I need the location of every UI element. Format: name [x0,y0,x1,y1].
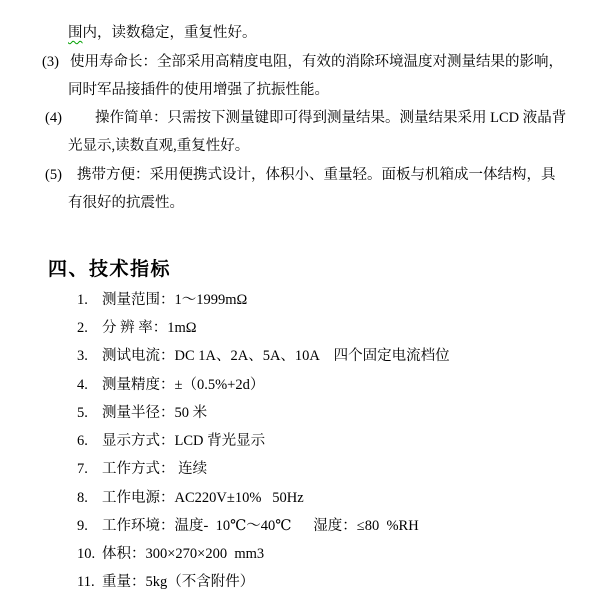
spec-row-2 [77,320,197,337]
spec-label: 测量范围 [102,292,160,308]
spec-row-4 [77,377,264,394]
spec-colon: ： [160,348,175,364]
spec-row-11 [77,574,254,591]
feature-4-line2: 光显示,读数直观,重复性好。 [68,138,250,154]
feature-3-line2: 同时军品接插件的使用增强了抗振性能。 [68,82,329,98]
spec-colon: ： [131,546,146,562]
spec-colon: ： [160,461,175,477]
spec-colon: ： [131,574,146,590]
spec-value: 1mΩ [167,320,197,336]
spec-row-5 [77,405,207,422]
spec-row-8 [77,490,304,507]
spec-row-1 [77,292,247,309]
spec-value: AC220V±10% 50Hz [174,490,304,506]
spec-label: 显示方式 [102,433,160,449]
spec-colon: ： [160,490,175,506]
spec-label: 重量 [102,574,131,590]
spec-colon: ： [160,292,175,308]
feature-4-number: (4) [45,110,62,126]
spec-value: 连续 [174,461,208,477]
spec-value: LCD 背光显示 [174,433,266,449]
spec-label: 工作方式 [102,461,160,477]
spec-number: 8. [77,490,88,506]
spec-label: 测量精度 [102,377,160,393]
spec-number: 4. [77,377,88,393]
wrap-line-text: 内，读数稳定，重复性好。 [82,25,257,41]
spec-label: 体积 [102,546,131,562]
spec-value: DC 1A、2A、5A、10A 四个固定电流档位 [174,348,450,364]
spec-row-3 [77,348,450,365]
spec-number: 2. [77,320,88,336]
spec-number: 10. [77,546,96,562]
grammar-marked-text: 围 [68,25,83,41]
feature-3-number: (3) [42,54,59,70]
spec-colon: ： [160,518,175,534]
paragraph-wrap-line [68,25,257,42]
spec-value: 温度- 10℃～40℃ 湿度：≤80 %RH [174,518,419,534]
spec-value: 1～1999mΩ [174,292,248,308]
feature-4-line1: 操作简单：只需按下测量键即可得到测量结果。测量结果采用 LCD 液晶背 [95,110,567,126]
spec-label: 分 辨 率 [102,320,153,336]
spec-value: 5kg（不含附件） [145,574,255,590]
spec-label: 测试电流 [102,348,160,364]
feature-5-line2: 有很好的抗震性。 [68,195,184,211]
spec-number: 7. [77,461,88,477]
section-heading: 四、技术指标 [48,259,172,280]
spec-row-9 [77,518,419,535]
spec-colon: ： [152,320,168,336]
spec-number: 9. [77,518,88,534]
spec-value: 300×270×200 mm3 [145,546,265,562]
spec-number: 11. [77,574,95,590]
spec-number: 6. [77,433,88,449]
spec-label: 工作电源 [102,490,160,506]
spec-row-10 [77,546,264,563]
spec-label: 工作环境 [102,518,160,534]
spec-colon: ： [160,405,175,421]
spec-colon: ： [160,433,175,449]
spec-value: 50 米 [174,405,208,421]
feature-3-line1: 使用寿命长：全部采用高精度电阻，有效的消除环境温度对测量结果的影响， [70,54,563,70]
spec-number: 5. [77,405,88,421]
spec-value: ±（0.5%+2d） [174,377,265,393]
spec-number: 3. [77,348,88,364]
spec-number: 1. [77,292,88,308]
spec-colon: ： [160,377,175,393]
spec-row-6 [77,433,265,450]
feature-5-number: (5) [45,167,62,183]
spec-row-7 [77,461,207,478]
spec-label: 测量半径 [102,405,160,421]
feature-5-line1: 携带方便：采用便携式设计，体积小、重量轻。面板与机箱成一体结构，具 [77,167,556,183]
